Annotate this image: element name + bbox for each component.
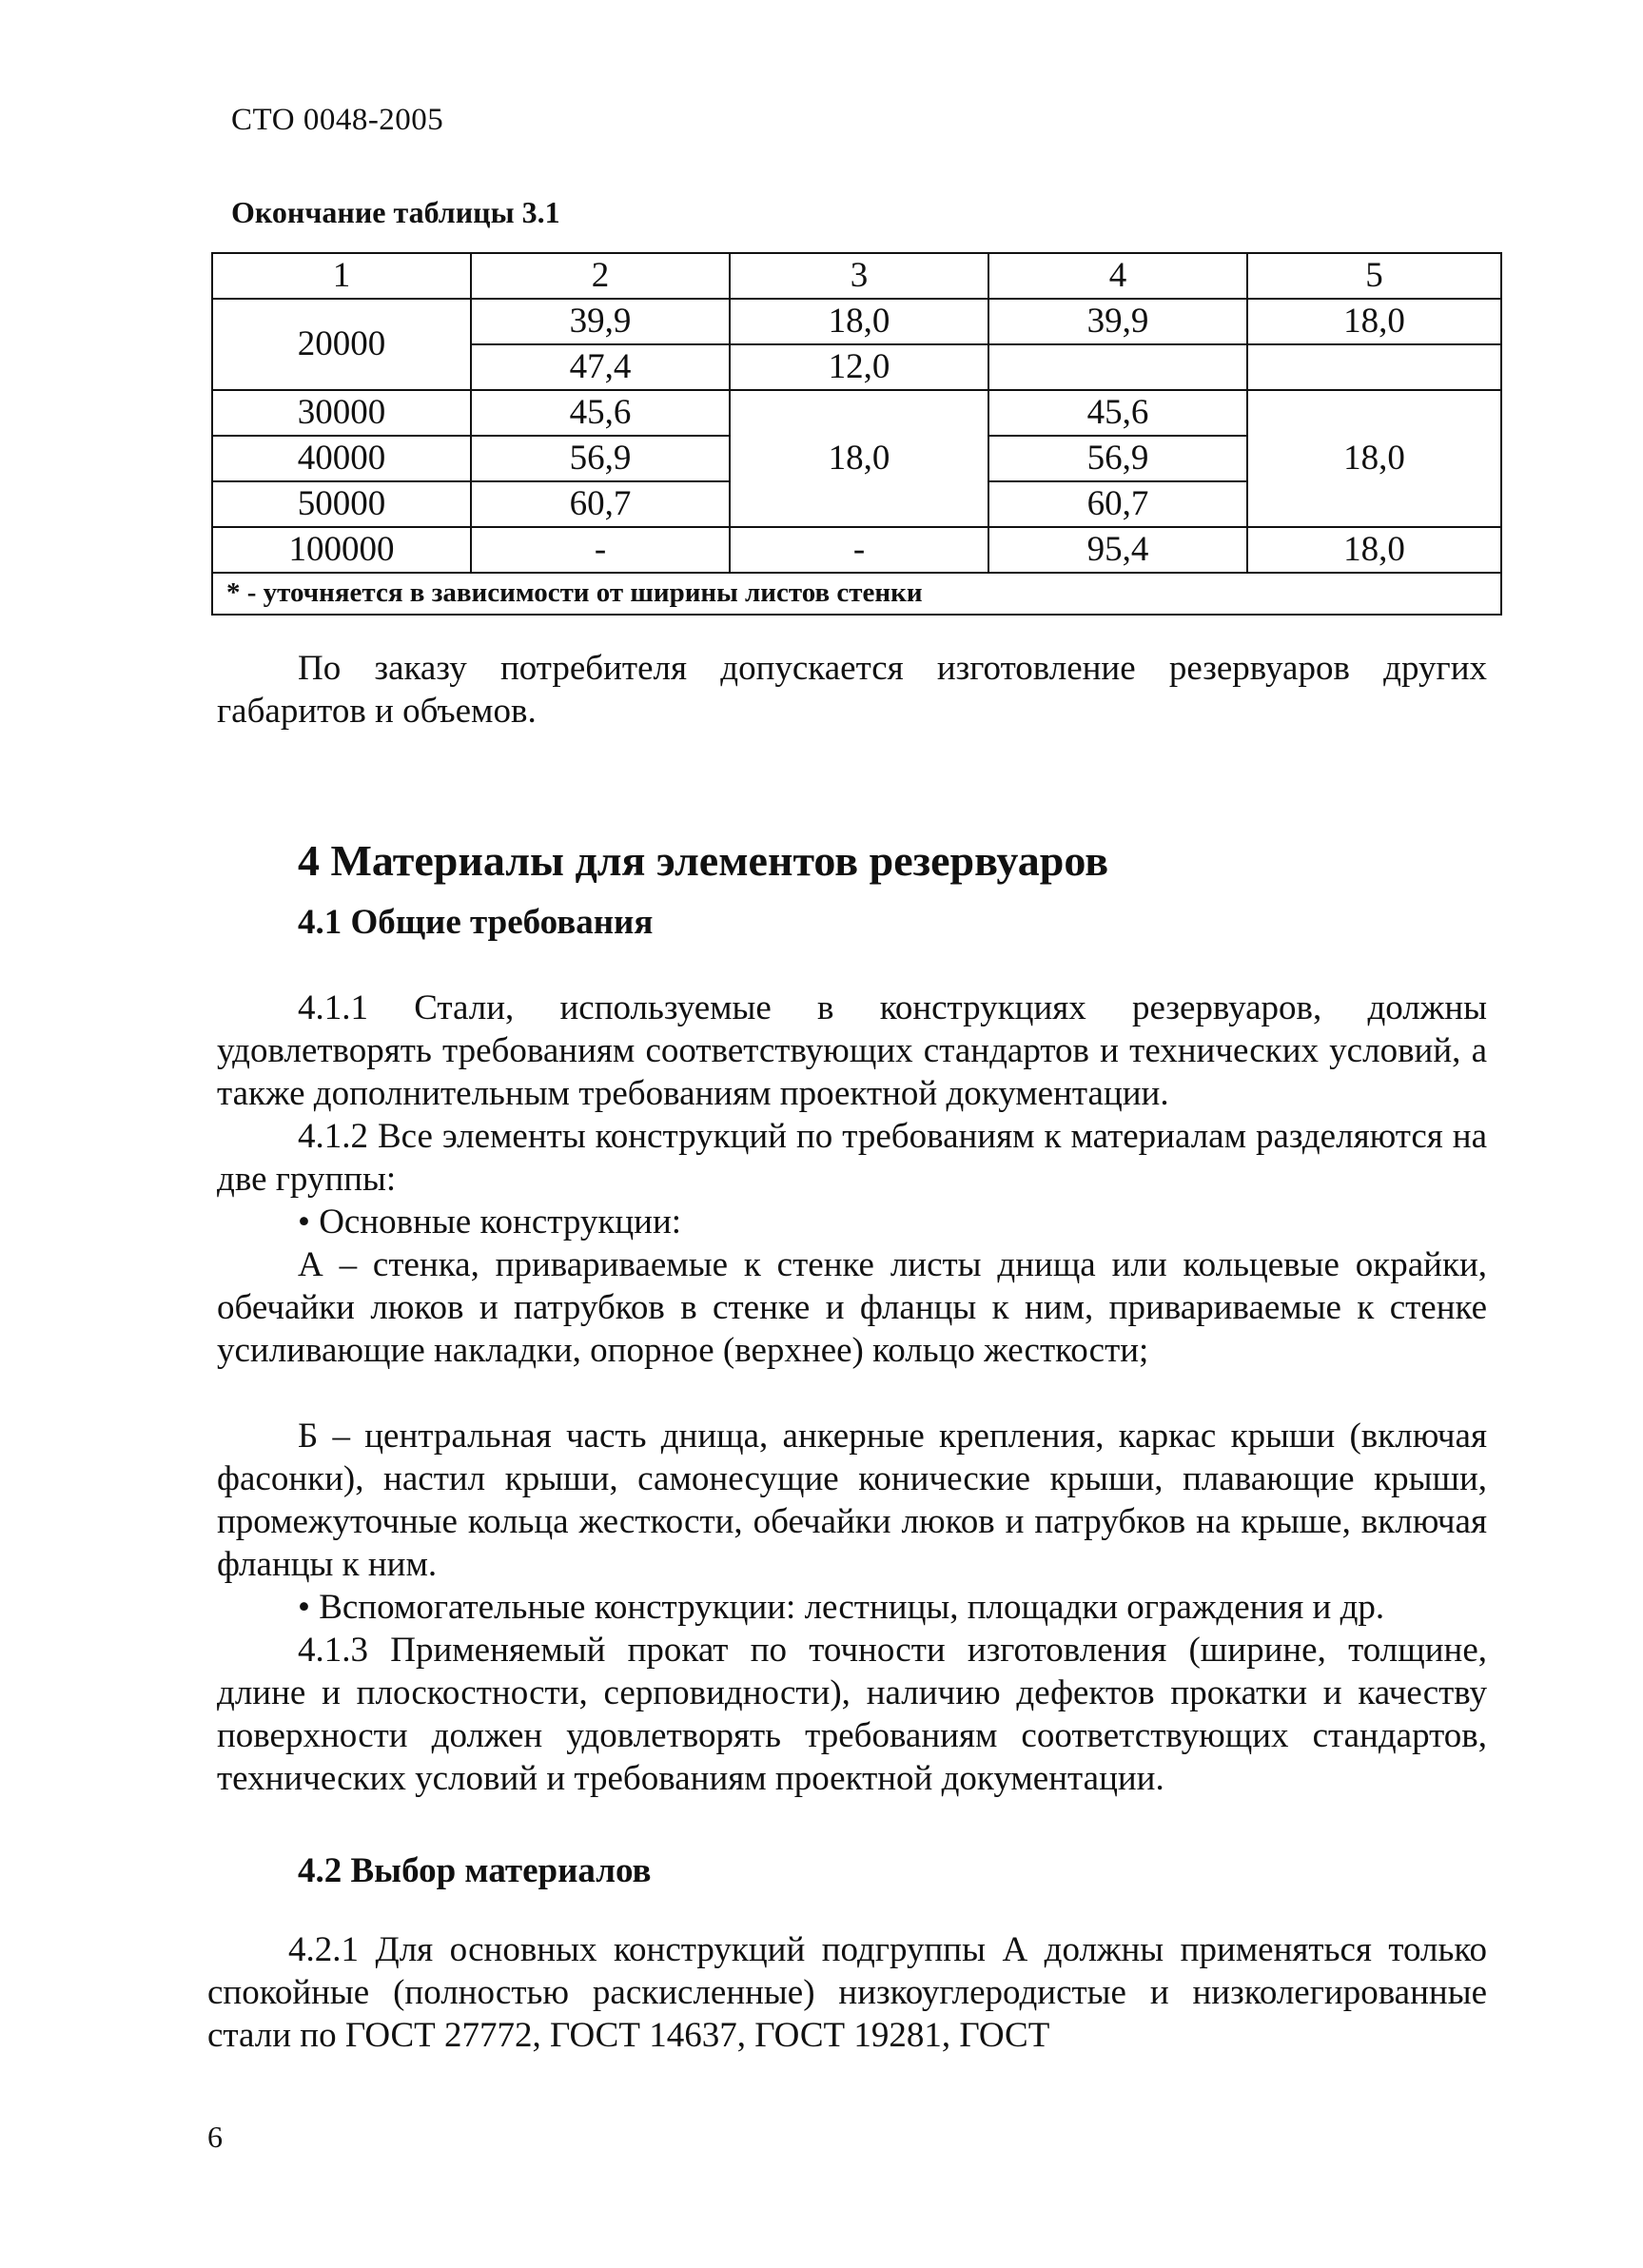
bullet-main-structures: • Основные конструкции:: [298, 1202, 682, 1242]
table-cell: 45,6: [988, 390, 1247, 436]
intro-paragraph: По заказу потребителя допускается изготовление резервуаров других габаритов и объемов.: [217, 649, 1487, 731]
paragraph-4-1-1: 4.1.1 Стали, используемые в конструкциях резервуаров, должны удовлетворять требованиям соответствующих стандартов и технических условий, а также дополнительным требованиям проектной документации.: [217, 988, 1487, 1113]
table-cell: 18,0: [1247, 299, 1501, 344]
table-cell: 60,7: [988, 481, 1247, 527]
table-caption: Окончание таблицы 3.1: [231, 195, 560, 229]
table-header-cell: 3: [730, 253, 988, 299]
table-cell: 50000: [212, 481, 471, 527]
table-note-row: [212, 573, 1501, 615]
table-cell: -: [730, 527, 988, 573]
table-cell: 100000: [212, 527, 471, 573]
paragraph-4-1-2: 4.1.2 Все элементы конструкций по требованиям к материалам разделяются на две группы:: [217, 1117, 1487, 1199]
data-table: [211, 252, 1502, 616]
section-4-2-heading: 4.2 Выбор материалов: [298, 1851, 652, 1890]
paragraph-group-a: А – стенка, привариваемые к стенке листы днища или кольцевые окрайки, обечайки люков и патрубков в стенке и фланцы к ним, привариваемые к стенке усиливающие накладки, опорное (верхнее) кольцо жесткости;: [217, 1245, 1487, 1370]
table-cell: 60,7: [471, 481, 730, 527]
table-row: [212, 299, 1501, 344]
paragraph-4-1-3: 4.1.3 Применяемый прокат по точности изготовления (ширине, толщине, длине и плоскостности, серповидности), наличию дефектов прокатки и качеству поверхности должен удовлетворять требованиям соответствующих стандартов, технических условий и требованиям проектной документации.: [217, 1631, 1487, 1798]
table-cell: 20000: [212, 299, 471, 390]
table-cell: 18,0: [1247, 527, 1501, 573]
table-cell: 18,0: [730, 390, 988, 527]
table-cell: 18,0: [1247, 390, 1501, 527]
document-code: СТО 0048-2005: [231, 103, 444, 137]
table-header-cell: 1: [212, 253, 471, 299]
table-header-cell: 2: [471, 253, 730, 299]
table-row: [212, 390, 1501, 436]
table-row: [212, 527, 1501, 573]
table-cell: 30000: [212, 390, 471, 436]
table-cell: 45,6: [471, 390, 730, 436]
table-cell: 12,0: [730, 344, 988, 390]
table-cell: [988, 344, 1247, 390]
table-cell: -: [471, 527, 730, 573]
table-header-cell: 4: [988, 253, 1247, 299]
table-cell: 47,4: [471, 344, 730, 390]
section-4-1-heading: 4.1 Общие требования: [298, 903, 654, 942]
table-cell: 95,4: [988, 527, 1247, 573]
table-header-cell: 5: [1247, 253, 1501, 299]
page-number: 6: [207, 2120, 223, 2154]
table-cell: 39,9: [471, 299, 730, 344]
paragraph-4-2-1: 4.2.1 Для основных конструкций подгруппы А должны применяться только спокойные (полностью раскисленные) низкоуглеродистые и низколегированные стали по ГОСТ 27772, ГОСТ 14637, ГОСТ 19281, ГОСТ: [207, 1930, 1487, 2055]
bullet-aux-structures: • Вспомогательные конструкции: лестницы, площадки ограждения и др.: [298, 1588, 1385, 1627]
paragraph-group-b: Б – центральная часть днища, анкерные крепления, каркас крыши (включая фасонки), настил крыши, самонесущие конические крыши, плавающие крыши, промежуточные кольца жесткости, обечайки люков и патрубков на крыше, включая фланцы к ним.: [217, 1417, 1487, 1584]
table-cell: 18,0: [730, 299, 988, 344]
table-cell: 56,9: [471, 436, 730, 481]
table-cell: 40000: [212, 436, 471, 481]
table-cell: 39,9: [988, 299, 1247, 344]
table-footnote: * - уточняется в зависимости от ширины листов стенки: [212, 573, 1501, 615]
table-cell: 56,9: [988, 436, 1247, 481]
section-4-heading: 4 Материалы для элементов резервуаров: [298, 836, 1109, 885]
table-header-row: [212, 253, 1501, 299]
table-cell: [1247, 344, 1501, 390]
